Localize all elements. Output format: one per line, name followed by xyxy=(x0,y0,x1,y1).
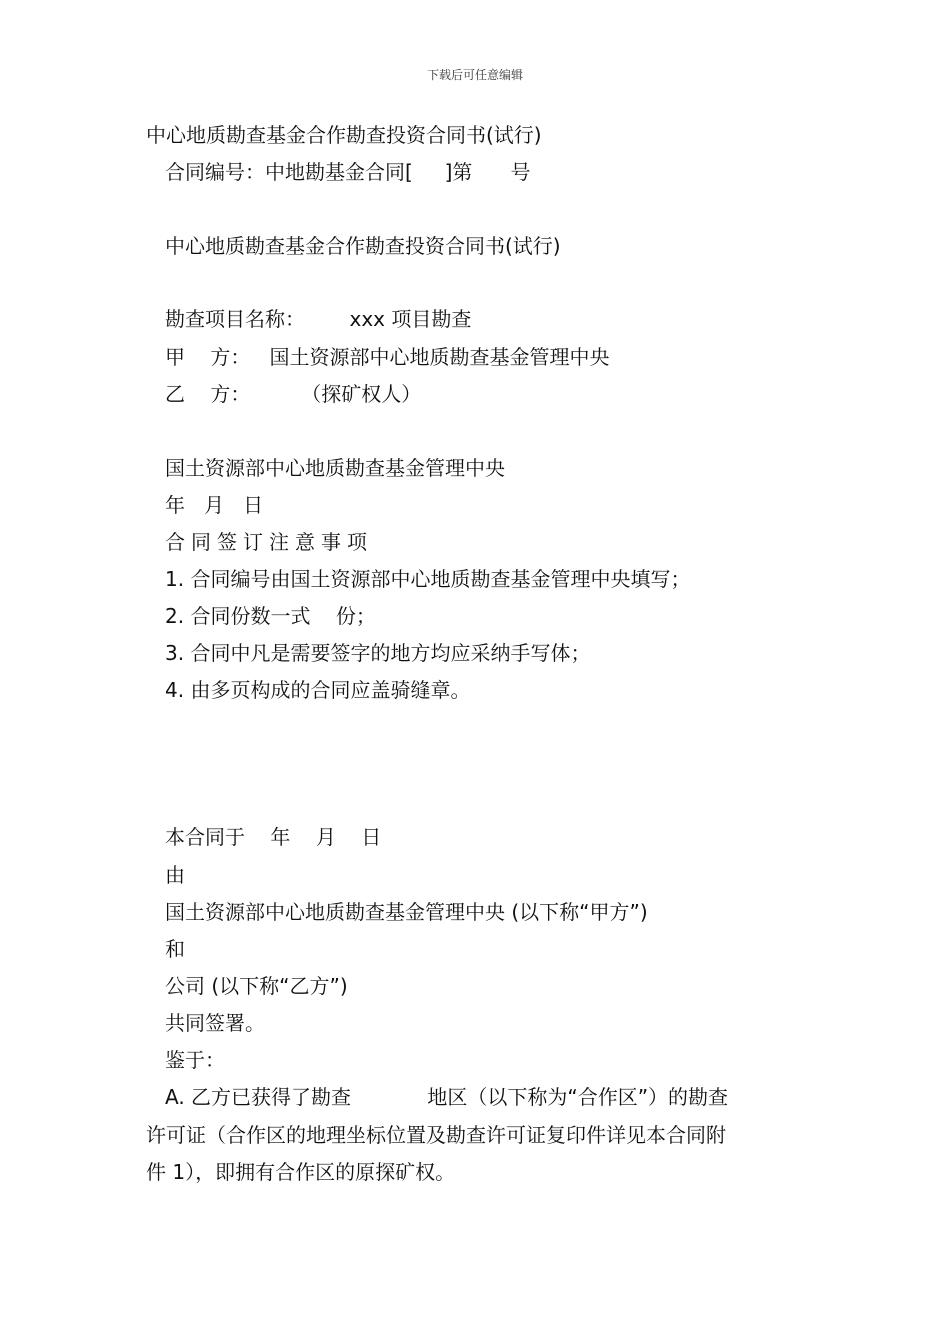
note-item: 3. 合同中凡是需要签字的地方均应采纳手写体； xyxy=(165,641,591,665)
cover-date: 年 月 日 xyxy=(165,493,264,517)
project-name: 勘查项目名称： xxx 项目勘查 xyxy=(165,307,472,331)
clause-a-line: 件 1），即拥有合作区的原探矿权。 xyxy=(146,1160,456,1184)
signing-date: 本合同于 年 月 日 xyxy=(165,825,382,849)
party-b-full: 公司 (以下称“乙方”) xyxy=(165,974,348,998)
by-text: 由 xyxy=(165,863,185,887)
notes-title: 合同签订注意事项 xyxy=(165,530,373,554)
document-title: 中心地质勘查基金合作勘查投资合同书(试行) xyxy=(146,123,542,147)
jointly-signed: 共同签署。 xyxy=(165,1011,265,1035)
party-b: 乙 方： （探矿权人） xyxy=(165,382,422,406)
whereas-heading: 鉴于： xyxy=(165,1048,225,1072)
note-item: 1. 合同编号由国土资源部中心地质勘查基金管理中央填写； xyxy=(165,567,691,591)
note-item: 2. 合同份数一式 份； xyxy=(165,604,376,628)
note-item: 4. 由多页构成的合同应盖骑缝章。 xyxy=(165,678,471,702)
party-a: 甲 方： 国土资源部中心地质勘查基金管理中央 xyxy=(165,345,610,369)
issuer: 国土资源部中心地质勘查基金管理中央 xyxy=(165,456,505,480)
page-header: 下载后可任意编辑 xyxy=(426,68,523,82)
contract-number: 合同编号：中地勘基金合同[ ]第 号 xyxy=(165,160,531,184)
and-text: 和 xyxy=(165,937,185,961)
clause-a-line: A. 乙方已获得了勘查 地区（以下称为“合作区”）的勘查 xyxy=(165,1085,729,1109)
cover-title: 中心地质勘查基金合作勘查投资合同书(试行) xyxy=(165,234,561,258)
clause-a-line: 许可证（合作区的地理坐标位置及勘查许可证复印件详见本合同附 xyxy=(146,1123,726,1147)
party-a-full: 国土资源部中心地质勘查基金管理中央 (以下称“甲方”) xyxy=(165,900,648,924)
